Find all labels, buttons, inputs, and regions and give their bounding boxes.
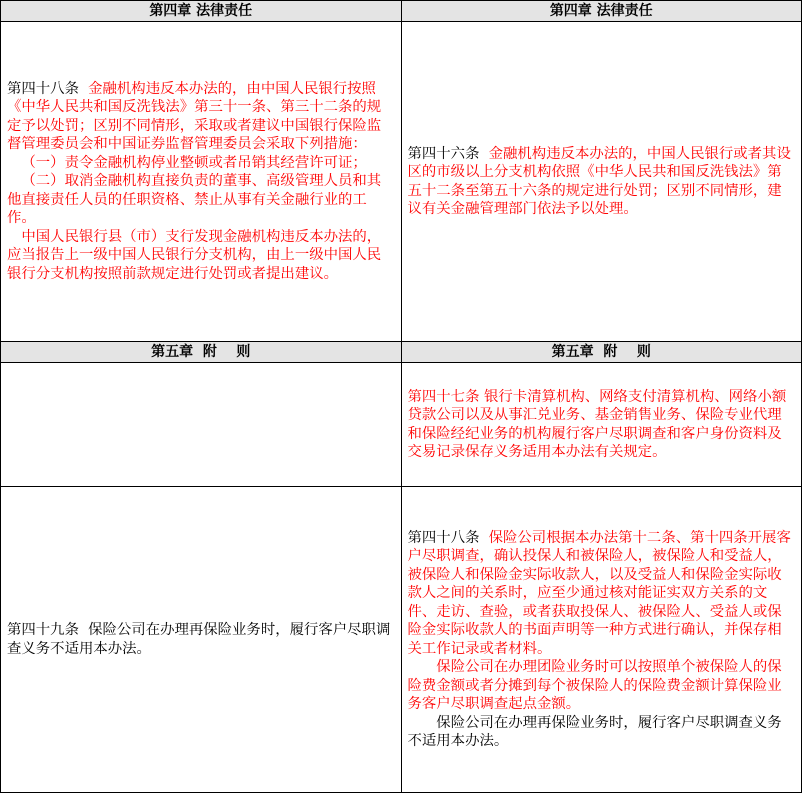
chapter5-heading-row: [1, 342, 802, 363]
article-48-new-para2: 保险公司在办理团险业务时可以按照单个被保险人的保险费金额或者分摊到每个被保险人的保险费金额计算保险业务客户尽职调查起点金额。: [407, 659, 782, 712]
article-48-old-item2: （二）取消金融机构直接负责的董事、高级管理人员和其他直接责任人员的任职资格、禁止从事有关金融行业的工作。: [7, 173, 382, 227]
chapter5-row1-right-cell: [401, 363, 802, 487]
chapter5-row1: [1, 363, 802, 487]
chapter4-right-heading: 第四章 法律责任: [401, 1, 802, 22]
article-48-old-para2: 中国人民银行县（市）支行发现金融机构违反本办法的，应当报告上一级中国人民银行分支机构，由上一级中国人民银行分支机构按照前款规定进行处罚或者提出建议。: [7, 228, 382, 282]
article-48-old-item1: （一）责令金融机构停业整顿或者吊销其经营许可证；: [21, 154, 367, 171]
chapter4-heading-row: [1, 1, 802, 22]
article-48-old-body: 金融机构违反本办法的，由中国人民银行按照《中华人民共和国反洗钱法》第三十一条、第三十二条的规定予以处罚；区别不同情形，采取或者建议中国银行保险监督管理委员会和中国证券监督管理委员会采取下列措施：: [7, 80, 382, 153]
chapter4-left-heading: 第四章 法律责任: [1, 1, 402, 22]
article-48-old: [7, 80, 395, 154]
chapter5-row2-left-cell: [1, 487, 402, 793]
article-48-new: [408, 529, 796, 659]
article-47-new: 第四十七条 银行卡清算机构、网络支付清算机构、网络小额贷款公司以及从事汇兑业务、基金销售业务、保险专业代理和保险经纪业务的机构履行客户尽职调查和客户身份资料及交易记录保存义务适用本办法有关规定。: [407, 388, 787, 460]
chapter5-left-heading: 第五章 附 则: [1, 342, 402, 363]
article-49-old: [7, 621, 395, 658]
article-46-new: [408, 145, 796, 219]
article-49-old-body: 保险公司在办理再保险业务时，履行客户尽职调查义务不适用本办法。: [7, 622, 391, 657]
article-49-old-prefix: 第四十九条: [7, 622, 79, 638]
article-48-old-prefix: 第四十八条: [7, 80, 79, 97]
chapter4-left-cell: [1, 22, 402, 342]
chapter5-row2: [1, 487, 802, 793]
article-46-new-prefix: 第四十六条: [407, 145, 480, 162]
article-46-new-body: 金融机构违反本办法的，中国人民银行或者其设区的市级以上分支机构依照《中华人民共和国反洗钱法》第五十二条至第五十六条的规定进行处罚；区别不同情形，建议有关金融管理部门依法予以处理。: [407, 145, 791, 217]
article-48-new-body: 保险公司根据本办法第十二条、第十四条开展客户尽职调查，确认投保人和被保险人，被保险人和受益人，被保险人和保险金实际收款人，以及受益人和保险金实际收款人之间的关系时，应至少通过核对能证实双方关系的文件、走访、查验，或者获取投保人、被保险人、受益人或保险金实际收款人的书面声明等一种方式进行确认，并保存相关工作记录或者材料。: [407, 529, 791, 657]
chapter4-content-row: [1, 22, 802, 342]
chapter5-right-heading: 第五章 附 则: [401, 342, 802, 363]
chapter5-row2-right-cell: [401, 487, 802, 793]
chapter4-right-cell: [401, 22, 802, 342]
chapter5-row1-left-cell: [1, 363, 402, 487]
article-48-new-para3: 保险公司在办理再保险业务时，履行客户尽职调查义务不适用本办法。: [407, 714, 782, 749]
article-48-new-prefix: 第四十八条: [407, 529, 480, 546]
